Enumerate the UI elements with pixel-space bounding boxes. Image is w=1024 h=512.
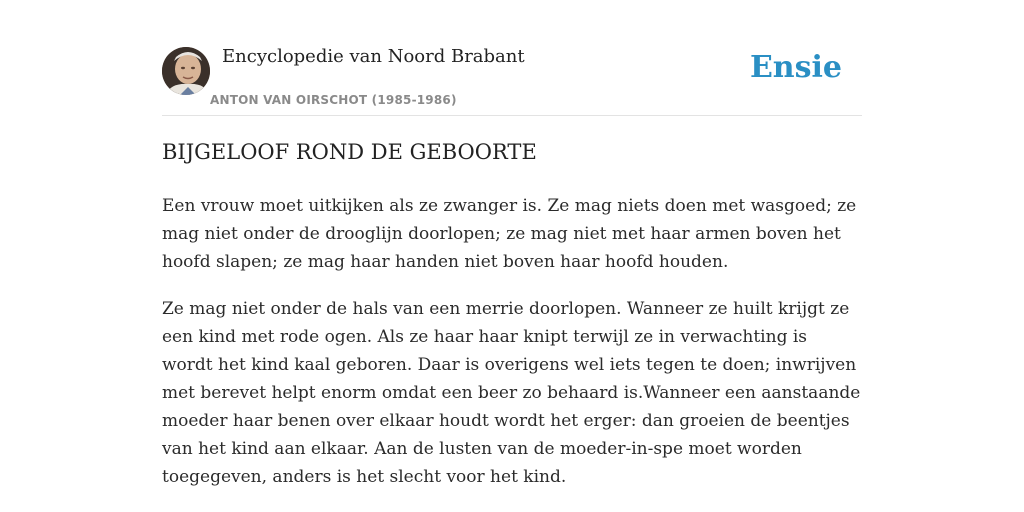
author-avatar[interactable]	[162, 47, 210, 95]
source-title[interactable]: Encyclopedie van Noord Brabant	[222, 46, 525, 67]
brand-logo[interactable]: Ensie	[749, 50, 842, 85]
article-paragraph: Ze mag niet onder de hals van een merrie doorlopen. Wanneer ze huilt krijgt ze een kind met rode ogen. Als ze haar haar knipt terwijl ze in verwachting is wordt het kind kaal geboren. Daar is overigens wel iets tegen te doen; inwrijven met berevet helpt enorm omdat een beer zo behaard is.Wanneer een aanstaande moeder haar benen over elkaar houdt wordt het erger: dan groeien de beentjes van het kind aan elkaar. Aan de lusten van de moeder-in-spe moet worden toegegeven, anders is het slecht voor het kind.	[162, 299, 861, 487]
header	[162, 0, 862, 116]
article-paragraph: Een vrouw moet uitkijken als ze zwanger is. Ze mag niets doen met wasgoed; ze mag niet onder de drooglijn doorlopen; ze mag niet met haar armen boven het hoofd slapen; ze mag haar handen niet boven haar hoofd houden.	[162, 196, 857, 272]
article-body	[162, 192, 862, 510]
article-title: BIJGELOOF ROND DE GEBOORTE	[162, 140, 537, 164]
author-name[interactable]: ANTON VAN OIRSCHOT (1985-1986)	[210, 93, 457, 107]
portrait-icon	[162, 47, 210, 95]
